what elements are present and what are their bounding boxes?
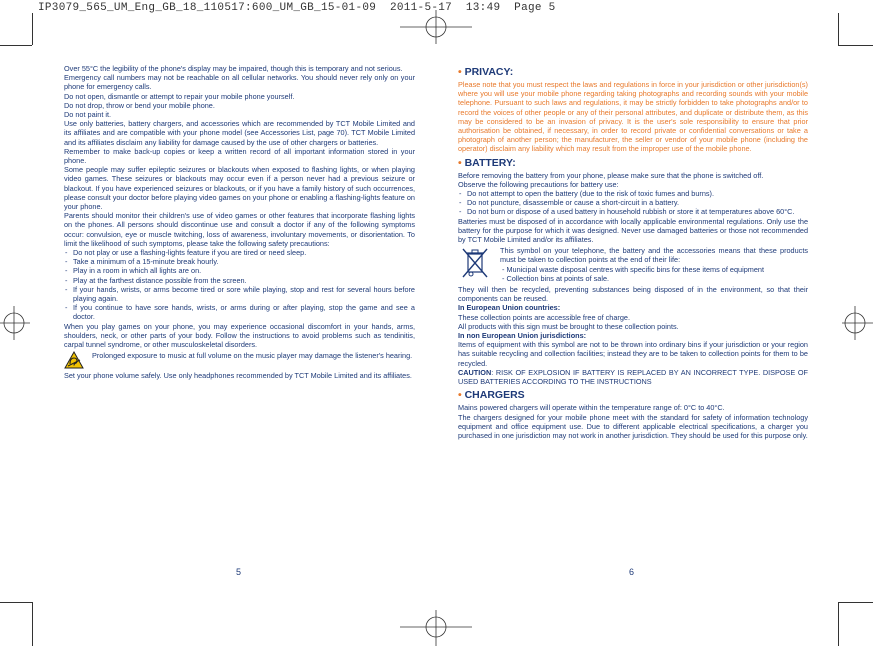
- list-item: - Do not play or use a flashing-lights feature if you are tired or need sleep.: [64, 248, 415, 257]
- list-item: - Play at the farthest distance possible from the screen.: [64, 276, 415, 285]
- left-page-column: [64, 64, 415, 381]
- page-number: 5: [236, 567, 242, 577]
- registration-mark-icon: [842, 306, 873, 340]
- paragraph: Batteries must be disposed of in accordance with locally applicable environmental regulations. Only use the battery for the purpose for which it was designed. Never use damaged batteries or those not recommended by TCT Mobile Limited and/or its affiliates.: [458, 216, 808, 245]
- warning-hearing-icon: [64, 351, 84, 369]
- privacy-text: Please note that you must respect the laws and regulations in force in your jurisdiction or other jurisdiction(s) where you will use your mobile phone regarding taking photographs and recording sounds with your mobile telephone. Pursuant to such laws and regulations, it may be strictly forbidden to take photographs and/or to record the voices of other people or any of their personal attributes, and duplicate or distribute them, as this may be considered to be an invasion of privacy. It is the user's sole responsibility to ensure that prior authorisation be obtained, if necessary, in order to record private or confidential conversations or take a photograph of another person; the manufacturer, the seller or vendor of your mobile phone (including the operator) disclaim any liability which may result from the improper use of the mobile phone.: [458, 80, 808, 154]
- paragraph: This symbol on your telephone, the battery and the accessories means that these products must be taken to collection points at the end of their life:: [500, 246, 808, 265]
- paragraph: Do not paint it.: [64, 110, 112, 120]
- paragraph: All products with this sign must be brought to these collection points.: [458, 321, 679, 331]
- crop-mark: [838, 45, 873, 46]
- list-item: - Do not burn or dispose of a used battery in household rubbish or store it at temperatures above 60°C.: [458, 207, 808, 216]
- crop-mark: [838, 13, 839, 45]
- paragraph: Items of equipment with this symbol are not to be thrown into ordinary bins if your jurisdiction or your region has suitable recycling and collection facilities; instead they are to be taken to collection points for them to be recycled.: [458, 340, 808, 368]
- list-item: - Do not puncture, disassemble or cause a short-circuit in a battery.: [458, 198, 808, 207]
- caution-paragraph: [458, 368, 808, 386]
- safety-precautions-list: [64, 248, 415, 322]
- recycling-notice: [458, 246, 808, 283]
- paragraph: Set your phone volume safely. Use only headphones recommended by TCT Mobile Limited and its affiliates.: [64, 371, 412, 381]
- subheading: In European Union countries:: [458, 303, 561, 313]
- page-number: 6: [629, 567, 635, 577]
- paragraph: Some people may suffer epileptic seizures or blackouts when exposed to flashing lights, or when playing video games. These seizures or blackouts may occur even if a person never had a previous seizure or blackout. If you have experienced seizures or blackouts, or if you have a family history of such occurrences, please consult your doctor before playing video games on your phone or enabling a flashing-lights feature on your phone.: [64, 165, 415, 212]
- warning-text: Prolonged exposure to music at full volume on the music player may damage the listener's hearing.: [92, 351, 413, 361]
- paragraph: Remember to make back-up copies or keep a written record of all important information stored in your phone.: [64, 146, 415, 166]
- paragraph: Before removing the battery from your phone, please make sure that the phone is switched off.: [458, 170, 764, 180]
- list-item: - If you continue to have sore hands, wrists, or arms during or after playing, stop the game and see a doctor.: [64, 303, 415, 321]
- registration-mark-icon: [0, 306, 30, 340]
- paragraph: When you play games on your phone, you may experience occasional discomfort in your hands, arms, shoulders, neck, or other parts of your body. Follow the instructions to avoid problems such as tendinitis, carpal tunnel syndrome, or other musculoskeletal disorders.: [64, 321, 415, 350]
- list-item: - Take a minimum of a 15-minute break hourly.: [64, 257, 415, 266]
- hearing-warning: [64, 351, 415, 369]
- list-item: - Collection bins at points of sale.: [502, 273, 610, 283]
- crop-mark: [32, 13, 33, 45]
- right-page-column: [458, 64, 808, 440]
- caution-label: CAUTION: [458, 367, 492, 377]
- paragraph: They will then be recycled, preventing substances being disposed of in the environment, so that their components can be reused.: [458, 285, 808, 304]
- crop-mark: [0, 602, 32, 603]
- list-item: - Play in a room in which all lights are on.: [64, 266, 415, 275]
- list-item: - Do not attempt to open the battery (due to the risk of toxic fumes and burns).: [458, 189, 808, 198]
- caution-text: : RISK OF EXPLOSION IF BATTERY IS REPLACED BY AN INCORRECT TYPE. DISPOSE OF USED BATTERIES ACCORDING TO THE INSTRUCTIONS: [458, 367, 808, 387]
- list-item: - Municipal waste disposal centres with specific bins for these items of equipment: [502, 264, 764, 274]
- crop-mark: [838, 602, 873, 603]
- paragraph: Do not open, dismantle or attempt to repair your mobile phone yourself.: [64, 91, 295, 101]
- battery-precautions-list: [458, 189, 808, 217]
- list-item: - If your hands, wrists, or arms become tired or sore while playing, stop and rest for several hours before playing again.: [64, 285, 415, 303]
- privacy-heading: • PRIVACY:: [458, 66, 514, 78]
- registration-mark-icon: [400, 610, 472, 646]
- paragraph: Over 55°C the legibility of the phone's display may be impaired, though this is temporary and not serious.: [64, 64, 403, 73]
- crop-mark: [838, 602, 839, 646]
- paragraph: Mains powered chargers will operate within the temperature range of: 0°C to 40°C.: [458, 403, 725, 413]
- paragraph: These collection points are accessible free of charge.: [458, 312, 630, 322]
- paragraph: Use only batteries, battery chargers, and accessories which are recommended by TCT Mobile Limited and its affiliates and are compatible with your phone model (see Accessories List, page 70). TCT Mobile Limited and its affiliates disclaim any liability for damage caused by the use of other chargers or batteries.: [64, 119, 415, 147]
- registration-mark-icon: [400, 10, 472, 44]
- crop-mark: [32, 602, 33, 646]
- crop-mark: [0, 45, 32, 46]
- subheading: In non European Union jurisdictions:: [458, 331, 587, 341]
- paragraph: Emergency call numbers may not be reachable on all cellular networks. You should never rely only on your phone for emergency calls.: [64, 73, 415, 92]
- paragraph: The chargers designed for your mobile phone meet with the standard for safety of information technology equipment and office equipment use. Due to different applicable electrical specifications, a charger you purchased in one jurisdiction may not work in another jurisdiction. They should be used for this purpose only.: [458, 412, 808, 440]
- print-header: IP3079_565_UM_Eng_GB_18_110517:600_UM_GB_15-01-09 2011-5-17 13:49 Page 5: [38, 2, 556, 14]
- paragraph: Parents should monitor their children's use of video games or other features that incorporate flashing lights on the phones. All persons should discontinue use and consult a doctor if any of the following symptoms occur: convulsion, eye or muscle twitching, loss of awareness, involuntary movements, or disorientation. To limit the likelihood of such symptoms, please take the following safety precautions:: [64, 211, 415, 248]
- crossed-bin-icon: [460, 246, 490, 280]
- battery-heading: • BATTERY:: [458, 156, 516, 169]
- paragraph: Do not drop, throw or bend your mobile phone.: [64, 100, 215, 110]
- paragraph: Observe the following precautions for battery use:: [458, 179, 619, 189]
- chargers-heading: • CHARGERS: [458, 389, 525, 402]
